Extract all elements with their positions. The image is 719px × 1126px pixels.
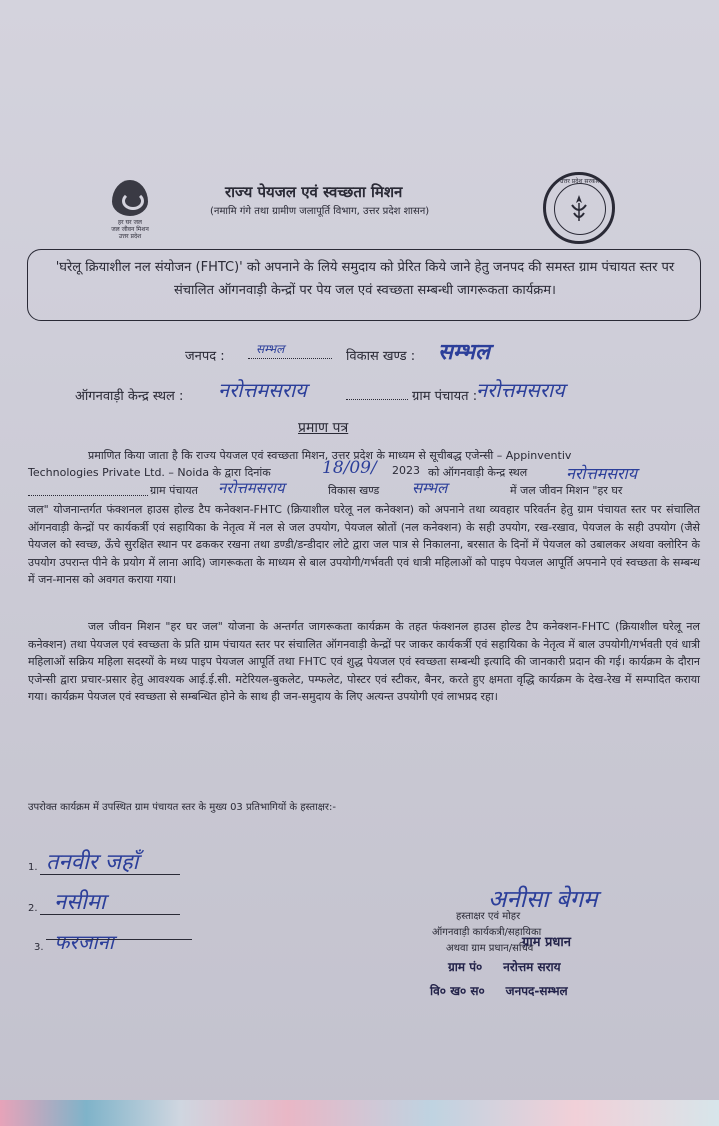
participants-intro: उपरोक्त कार्यक्रम में उपस्थित ग्राम पंचायत स्तर के मुख्य 03 प्रतिभागियों के हस्ताक्षर:- — [28, 802, 336, 813]
para1-line3-a: ग्राम पंचायत — [150, 484, 198, 497]
para1-body: जल" योजनान्तर्गत फंक्शनल हाउस होल्ड टैप कनेक्शन-FHTC (क्रियाशील घरेलू नल कनेक्शन) को अपनाने तथा व्यवहार परिवर्तन हेतु ग्राम पंचायत स्तर पर संचालित ऑगनवाड़ी केन्द्रों पर कार्यकर्त्री एवं सहायिका के नेतृत्व में नल से जल उपयोग, पेयजल स्रोतों (नल कनेक्शन) के सही उपयोग, रख-रखाव, पेयजल के सही उपयोग (जैसे पेयजल को स्वच्छ, ऊँचे सुरक्षित स्थान पर ढककर रखना तथा डण्डी/डन्डीदार लोटे द्वारा जल पात्र से निकालना, बरसात के दिनों में पेयजल को उबालकर अथवा क्लोरिन के उपयोग उपरान्त पीने के प्रयोग में लाना आदि) जागरूकता के माध्यम से बाल उपयोगी/गर्भवती एवं धात्री महिलाओं को पाइप पेयजल आपूर्ति अपनाने एवं स्वच्छता के सम्बन्ध में जन-मानस को अवगत कराया गया। — [28, 503, 700, 587]
seal-text: उत्तर प्रदेश सरकार — [560, 178, 600, 185]
har-ghar-jal-logo — [100, 180, 160, 240]
gram-panchayat-value: नरोत्तमसराय — [476, 378, 565, 402]
participant-1-line — [40, 874, 180, 875]
para1-dots — [28, 495, 148, 496]
participant-1-signature: तनवीर जहाँ — [46, 850, 139, 875]
participant-3-line — [46, 939, 192, 940]
participant-3-signature: फरजाना — [54, 930, 114, 954]
participant-2-signature: नसीमा — [54, 890, 106, 915]
para1-line2-a: Technologies Private Ltd. – Noida के द्वारा दिनांक — [28, 466, 271, 479]
signatory-label-3: अथवा ग्राम प्रधान/सचिव — [446, 943, 534, 954]
vikas-khand-value: सम्भल — [438, 339, 490, 365]
stamp-line-2: ग्राम पं० नरोत्तम सराय — [448, 960, 561, 974]
header-subtitle: (नमामि गंगे तथा ग्रामीण जलापूर्ति विभाग, उत्तर प्रदेश शासन) — [210, 206, 430, 217]
participant-1-num: 1. — [28, 862, 38, 873]
stamp-line-1: ग्राम प्रधान — [522, 935, 571, 950]
para1-line3-c: में जल जीवन मिशन "हर घर — [510, 484, 623, 497]
emblem-icon — [568, 193, 590, 223]
anganwadi-value: नरोत्तमसराय — [218, 378, 307, 402]
para1-line3-b: विकास खण्ड — [328, 484, 380, 497]
water-drop-icon — [112, 180, 148, 216]
header-title: राज्य पेयजल एवं स्वच्छता मिशन — [225, 183, 403, 201]
participant-2-line — [40, 914, 180, 915]
janpad-label: जनपद : — [185, 349, 225, 364]
program-date: 18/09/ — [322, 458, 377, 478]
signatory-signature: अनीसा बेगम — [488, 885, 598, 913]
up-government-seal — [543, 172, 615, 244]
para1-line2-b: को ऑगनवाड़ी केन्द्र स्थल — [428, 466, 528, 479]
subject-text: 'घरेलू क्रियाशील नल संयोजन (FHTC)' को अपनाने के लिये समुदाय को प्रेरित किये जाने हेतु जनपद की समस्त ग्राम पंचायत स्तर पर संचालित ऑगनवाड़ी केन्द्रों पर पेय जल एवं स्वच्छता सम्बन्धी जागरूकता कार्यक्रम। — [55, 260, 675, 298]
vikas-khand-label: विकास खण्ड : — [346, 349, 416, 364]
background-fabric — [0, 1100, 719, 1126]
participant-3-num: 3. — [34, 942, 44, 953]
anganwadi-dots — [346, 399, 408, 400]
signatory-label-2: ऑगनवाड़ी कार्यकत्री/सहायिका — [432, 927, 542, 938]
certificate-title: प्रमाण पत्र — [298, 420, 349, 436]
anganwadi-label: ऑगनवाड़ी केन्द्र स्थल : — [75, 389, 184, 404]
signatory-label-1: हस्ताक्षर एवं मोहर — [456, 911, 521, 922]
para2-body: जल जीवन मिशन "हर घर जल" योजना के अन्तर्गत जागरूकता कार्यक्रम के तहत फंक्शनल हाउस होल्ड टैप कनेक्शन-FHTC (क्रियाशील घरेलू नल कनेक्शन) तथा पेयजल एवं स्वच्छता के प्रति ग्राम पंचायत स्तर पर संचालित ऑगनवाड़ी केन्द्रों पर जाकर कार्यकर्त्री एवं सहायिका के नेतृत्व में बाल उपयोगी/गर्भवती एवं धात्री महिलाओं सक्रिय महिला सदस्यों के मध्य पाइप पेयजल आपूर्ति तथा FHTC एवं शुद्ध पेयजल एवं स्वच्छता सम्बन्धी इत्यादि की जानकारी प्रदान की गई। कार्यक्रम के दौरान एजेन्सी द्वारा प्रचार-प्रसार हेतु आवश्यक आई.ई.सी. मटेरियल-बुकलेट, पम्फलेट, पोस्टर एवं स्टीकर, बैनर, करते हुए क्षमता वृद्धि कार्यक्रम के देख-रेख में सम्पादित कराया गया। कार्यक्रम पेयजल एवं स्वच्छता से सम्बन्धित होने के साथ ही जन-समुदाय के लिए अत्यन्त उपयोगी एवं लाभप्रद रहा। — [28, 620, 700, 704]
program-year: 2023 — [392, 464, 420, 477]
participant-2-num: 2. — [28, 903, 38, 914]
para1-line1: प्रमाणित किया जाता है कि राज्य पेयजल एवं स्वच्छता मिशन, उत्तर प्रदेश के माध्यम से सूचीबद्ध एजेन्सी – Appinventiv — [88, 449, 572, 462]
para1-anganwadi-value: नरोत्तमसराय — [566, 464, 637, 483]
janpad-value: सम्भल — [256, 342, 285, 356]
para1-vikas-khand-value: सम्भल — [412, 479, 448, 497]
gram-panchayat-label: ग्राम पंचायत : — [412, 389, 478, 404]
logo-text: हर घर जल जल जीवन मिशन उत्तर प्रदेश — [111, 219, 149, 240]
janpad-field — [248, 338, 332, 359]
stamp-line-3: वि० ख० स० जनपद-सम्भल — [430, 984, 568, 998]
para1-gram-panchayat-value: नरोत्तमसराय — [218, 479, 285, 497]
